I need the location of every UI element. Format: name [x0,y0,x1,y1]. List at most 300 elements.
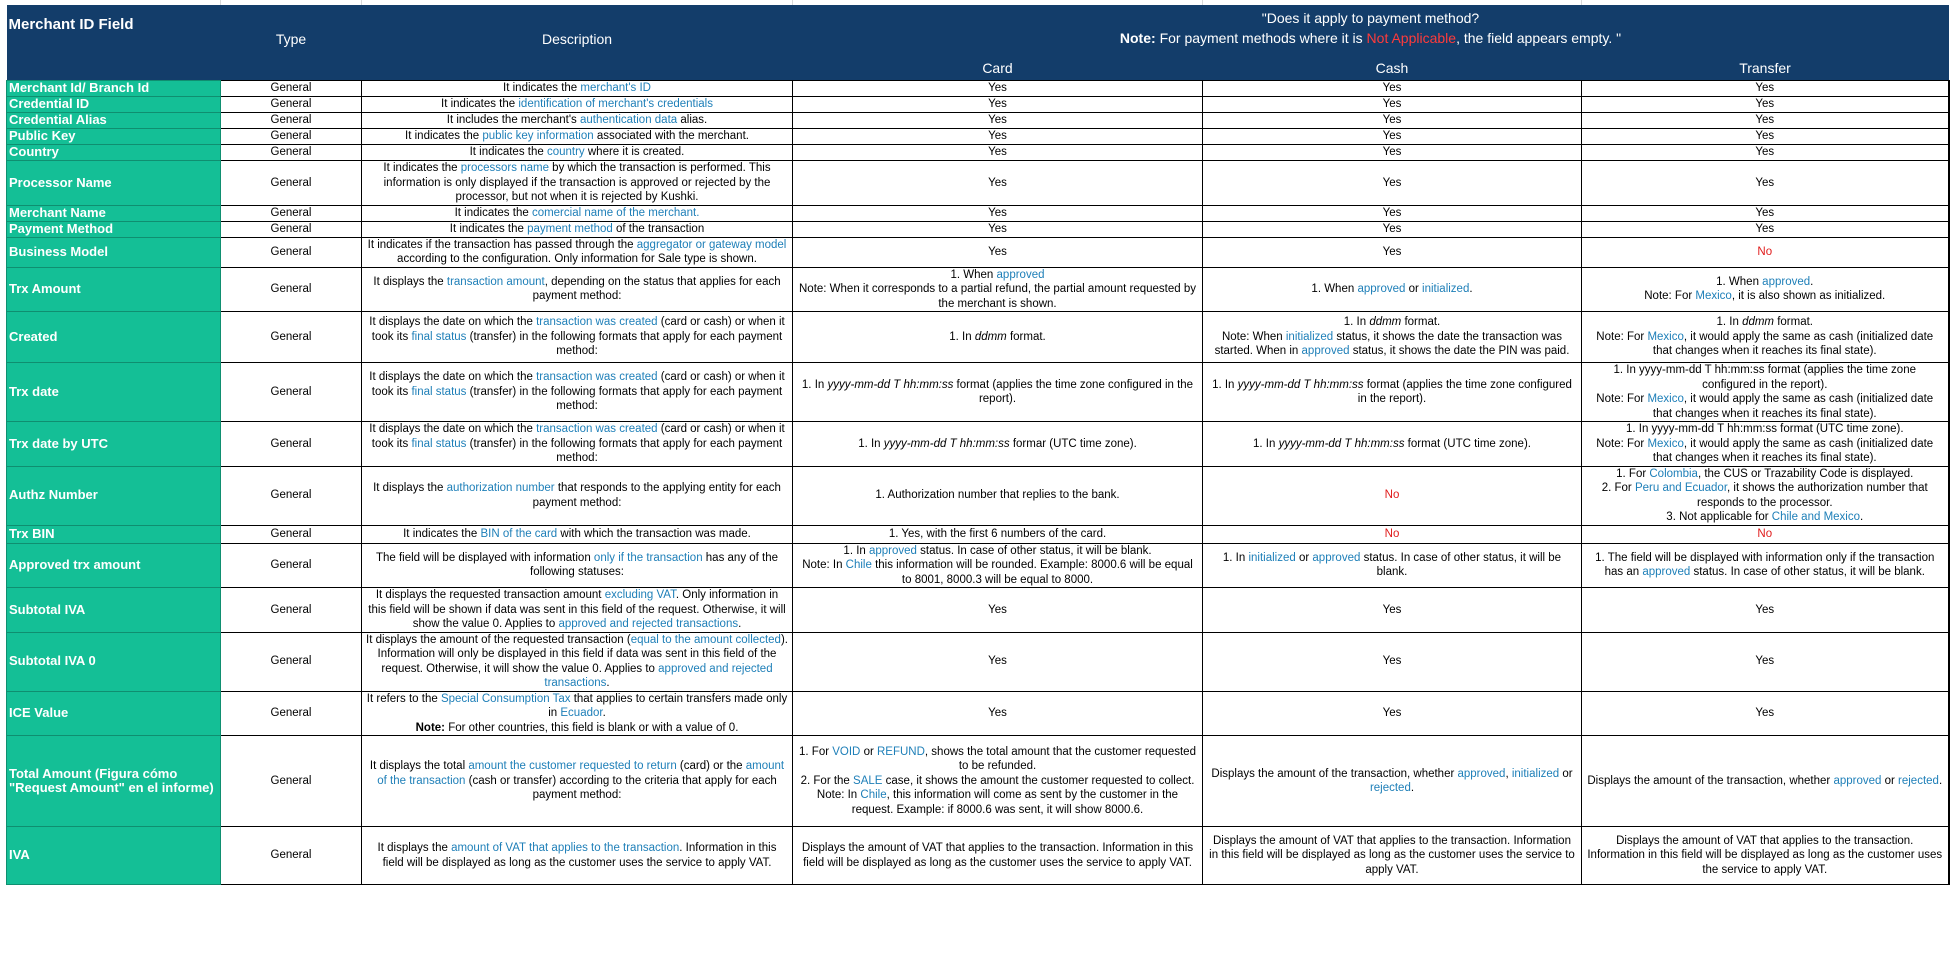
description-cell[interactable] [362,161,793,206]
transfer-cell[interactable] [1582,632,1949,691]
type-cell[interactable]: General [221,312,362,363]
card-cell[interactable] [793,691,1203,736]
text-run: SALE [853,774,883,787]
text-run: No [1757,527,1773,540]
text-run: (cash or transfer) according to the criteria that apply for each payment method: [465,774,777,802]
text-run: approved [1457,767,1506,780]
transfer-cell[interactable] [1582,827,1949,885]
text-run: . Only information in this field will be shown if data was sent in this field of the request. Otherwise, it will show the value 0. Applies to [368,589,786,630]
text-run: It indicates the [405,130,483,143]
table-row [7,827,1949,885]
text-run: status, it shows the date the PIN was paid. [1349,345,1570,358]
field-name-cell[interactable]: Payment Method [7,221,221,237]
type-cell[interactable]: General [221,237,362,267]
text-run: Yes [1382,130,1402,143]
text-run: approved [869,544,917,557]
text-run: transaction was created [536,316,658,329]
description-cell[interactable] [362,466,793,525]
description-cell[interactable] [362,827,793,885]
transfer-cell[interactable] [1582,466,1949,525]
text-run: It indicates the [454,206,532,219]
card-cell[interactable] [793,736,1203,827]
description-cell[interactable] [362,81,793,97]
description-cell[interactable] [362,363,793,422]
transfer-cell[interactable] [1582,205,1949,221]
text-run: or [1405,283,1423,295]
card-cell[interactable] [793,113,1203,129]
text-run: . [1410,782,1415,794]
card-cell[interactable] [793,221,1203,237]
description-cell[interactable] [362,205,793,221]
text-run: It displays the requested transaction amount [375,589,605,601]
text-run: rejected [1369,782,1411,794]
text-run: Yes [988,245,1007,258]
description-cell[interactable] [362,145,793,161]
text-run: 1. In yyyy-mm-dd T hh:mm:ss format (applies the time zone configured in the report). [1613,364,1916,391]
cash-cell[interactable] [1203,161,1582,206]
type-cell[interactable]: General [221,221,362,237]
text-run: Displays the amount of VAT that applies to the transaction. Information in this field will be displayed as long as the customer uses the service to apply VAT. [1209,834,1575,876]
type-cell[interactable]: General [221,205,362,221]
text-run: Yes [1382,222,1402,235]
text-run: equal to the amount collected [630,633,781,646]
transfer-cell[interactable] [1582,145,1949,161]
field-name-cell[interactable]: Merchant Id/ Branch Id [7,81,221,97]
text-run: Note: For [1596,330,1648,343]
text-run: yyyy-mm-dd T hh:mm:ss [883,437,1010,450]
text-run: Note: When it corresponds to a partial refund, the partial amount requested by the merchant is shown. [799,283,1196,310]
card-cell[interactable] [793,267,1203,312]
text-run: status, it shows the date the transaction was started. When in [1214,330,1563,358]
text-run: this information will be rounded. Example: 8000.6 will be equal to 8001, 8000.3 will be equal to 8000. [871,559,1193,586]
text-run: status. In case of other status, it will be blank. [1360,551,1562,579]
table-row [7,632,1949,691]
text-run: initialized [1285,330,1334,343]
field-name-cell[interactable]: IVA [7,827,221,885]
type-cell[interactable]: General [221,145,362,161]
header-cash[interactable]: Cash [1203,61,1582,81]
transfer-cell[interactable] [1582,588,1949,633]
description-cell[interactable] [362,221,793,237]
text-run: final status [411,385,467,398]
field-name-cell[interactable]: Credential Alias [7,113,221,129]
text-run: merchant's ID [580,82,651,95]
text-run: It refers to the [366,692,441,705]
text-run: Yes [988,707,1007,719]
transfer-cell[interactable] [1582,736,1949,827]
description-cell[interactable] [362,267,793,312]
header-card[interactable]: Card [793,61,1203,81]
field-name-cell[interactable]: Subtotal IVA 0 [7,632,221,691]
card-cell[interactable] [793,588,1203,633]
text-run: 1. In [843,544,869,557]
text-run: Displays the amount of the transaction, whether [1587,774,1834,787]
type-cell[interactable]: General [221,363,362,422]
cash-cell[interactable] [1203,466,1582,525]
cash-cell[interactable] [1203,221,1582,237]
table-row [7,736,1949,827]
text-run: with which the transaction was made. [557,527,751,540]
transfer-cell[interactable] [1582,267,1949,312]
text-run: associated with the merchant. [593,130,749,143]
text-run: It indicates the [441,98,519,111]
text-run: by which the transaction is performed. This information is only displayed if the transaction is approved or rejected by the processor, but not when it is rejected by Kushki. [383,162,771,203]
text-run: aggregator or gateway model [636,238,787,251]
table-row [7,81,1949,97]
text-run: that applies to certain transfers made only in [548,692,788,719]
text-run: Colombia [1649,467,1698,480]
cash-cell[interactable] [1203,632,1582,691]
text-run: , it would apply the same as cash (initialized date that changes when it reaches its final state). [1652,330,1934,358]
text-run: . [606,677,610,689]
text-run: status. In case of other status, it will be blank. [916,544,1152,557]
text-run: It indicates the [469,146,547,159]
table-row [7,363,1949,422]
text-run: Yes [988,82,1007,95]
field-name-cell[interactable]: Credential ID [7,97,221,113]
text-run: 2. For the [800,774,854,787]
card-cell[interactable] [793,827,1203,885]
text-run: Chile and Mexico [1771,511,1860,523]
text-run: Yes [1382,114,1402,127]
text-run: Yes [1755,98,1775,111]
transfer-cell[interactable] [1582,312,1949,363]
text-run: or [860,745,877,758]
text-run: , it is also shown as initialized. [1731,290,1886,303]
description-cell[interactable] [362,237,793,267]
text-run: Yes [1382,206,1402,219]
text-run: Mexico [1647,330,1684,343]
field-name-cell[interactable]: Processor Name [7,161,221,206]
description-cell[interactable] [362,736,793,827]
table-row [7,205,1949,221]
text-run: 1. In yyyy-mm-dd T hh:mm:ss format (UTC time zone). [1625,423,1904,435]
text-run: where it is created. [584,146,685,159]
text-run: or [1881,774,1899,787]
field-name-cell[interactable]: Authz Number [7,466,221,525]
text-run: 1. When [950,268,997,281]
text-run: 1. For [1616,467,1650,480]
field-name-cell[interactable]: Public Key [7,129,221,145]
text-run: It indicates the [449,222,528,235]
table-row [7,588,1949,633]
text-run: Yes [988,98,1007,111]
header-applies-to-payment-method[interactable] [793,5,1949,61]
text-run: Note: For [1596,393,1648,405]
text-run: approved [996,268,1045,281]
transfer-cell[interactable] [1582,113,1949,129]
transfer-cell[interactable] [1582,525,1949,543]
transfer-cell[interactable] [1582,97,1949,113]
header-description[interactable]: Description [362,5,793,81]
text-run: yyyy-mm-dd T hh:mm:ss [1237,378,1364,391]
text-run: Yes [1382,98,1402,111]
text-run: that responds to the applying entity for each payment method: [532,482,781,509]
description-cell[interactable] [362,632,793,691]
description-cell[interactable] [362,312,793,363]
header-transfer[interactable]: Transfer [1582,61,1949,81]
card-cell[interactable] [793,161,1203,206]
type-cell[interactable]: General [221,466,362,525]
text-run: Note: For [1596,437,1648,450]
type-cell[interactable]: General [221,588,362,633]
description-cell[interactable] [362,97,793,113]
text-run: 1. In [1222,551,1249,564]
text-run: 1. When [1716,275,1763,288]
text-run: initialized [1248,551,1296,564]
table-row [7,312,1949,363]
text-run: approved [1642,566,1691,579]
text-run: Yes [1755,707,1775,719]
type-cell[interactable]: General [221,691,362,736]
text-run: Yes [1382,707,1402,719]
text-run: Note: [415,721,445,734]
text-run: . [1860,511,1864,523]
text-run: processors name [460,162,549,174]
cash-cell[interactable] [1203,422,1582,467]
text-run: approved [1762,275,1811,288]
text-run: initialized [1422,283,1470,295]
card-cell[interactable] [793,363,1203,422]
cash-cell[interactable] [1203,827,1582,885]
text-run: VOID [832,745,861,758]
table-row [7,525,1949,543]
text-run: approved and rejected transactions [558,618,739,630]
transfer-cell[interactable] [1582,81,1949,97]
cash-cell[interactable] [1203,525,1582,543]
type-cell[interactable]: General [221,827,362,885]
description-cell[interactable] [362,113,793,129]
field-name-cell[interactable]: Approved trx amount [7,543,221,588]
card-cell[interactable] [793,543,1203,588]
card-cell[interactable] [793,632,1203,691]
text-run: 1. In [949,330,975,343]
text-run: Yes [1755,82,1775,95]
transfer-cell[interactable] [1582,422,1949,467]
text-run: has any of the following statuses: [530,551,779,579]
transfer-cell[interactable] [1582,691,1949,736]
card-cell[interactable] [793,422,1203,467]
card-cell[interactable] [793,525,1203,543]
text-run: Note: For [1644,290,1696,303]
text-run: Yes [988,655,1007,668]
header-type[interactable]: Type [221,5,362,81]
text-run: 1. Authorization number that replies to the bank. [875,489,1120,502]
cash-cell[interactable] [1203,145,1582,161]
type-cell[interactable]: General [221,543,362,588]
text-run: Yes [1755,114,1775,127]
table-row [7,97,1949,113]
description-cell[interactable] [362,422,793,467]
table-body [7,81,1949,885]
field-name-cell[interactable]: Created [7,312,221,363]
text-run: 1. In [1343,316,1370,329]
text-run: format (applies the time zone configured in the report). [953,378,1194,405]
text-run: It displays the [377,842,452,854]
text-run: comercial name of the merchant. [531,206,700,219]
text-run: It indicates if the transaction has passed through the [367,238,637,251]
text-run: . Information in this field will be displayed as long as the customer uses the service to apply VAT. [382,842,777,869]
cash-cell[interactable] [1203,363,1582,422]
card-cell[interactable] [793,81,1203,97]
field-name-cell[interactable]: Trx BIN [7,525,221,543]
text-run: Special Consumption Tax [440,692,571,705]
text-run: 1. In [1212,378,1238,391]
text-run: Yes [1755,222,1775,235]
type-cell[interactable]: General [221,267,362,312]
card-cell[interactable] [793,312,1203,363]
description-cell[interactable] [362,543,793,588]
description-cell[interactable] [362,525,793,543]
text-run: , [1505,767,1512,780]
text-run: alias. [677,114,708,127]
field-name-cell[interactable]: Trx date [7,363,221,422]
text-run: approved and rejected transactions [544,662,773,689]
text-run: . [1938,774,1943,787]
text-run: It indicates the [503,82,581,95]
description-cell[interactable] [362,691,793,736]
card-cell[interactable] [793,129,1203,145]
text-run: REFUND [877,745,925,758]
text-run: or [1559,767,1573,780]
text-run: format (UTC time zone). [1404,437,1531,450]
text-run: Note: When [1221,330,1286,343]
field-name-cell[interactable]: ICE Value [7,691,221,736]
field-name-cell[interactable]: Trx Amount [7,267,221,312]
text-run: 1. In [801,378,828,391]
text-run: (transfer) in the following formats that apply for each payment method: [466,330,783,358]
text-run: . [1810,275,1814,288]
field-name-cell[interactable]: Subtotal IVA [7,588,221,633]
text-run: format (applies the time zone configured in the report). [1357,378,1572,405]
type-cell[interactable]: General [221,113,362,129]
text-run: amount of VAT that applies to the transaction [451,842,680,854]
text-run: Yes [988,222,1007,235]
text-run: ddmm [1742,316,1775,329]
type-cell[interactable]: General [221,525,362,543]
text-run: . [602,707,606,719]
text-run: (card or cash) or when it took its [371,316,785,343]
text-run: ddmm [974,330,1007,343]
text-run: Yes [1382,245,1402,258]
text-run: No [1384,527,1400,540]
text-run: 2. For [1601,482,1635,494]
merchant-field-table [6,5,1950,885]
text-run: It indicates the [383,162,461,174]
transfer-cell[interactable] [1582,363,1949,422]
text-run: Displays the amount of VAT that applies to the transaction. Information in this field will be displayed as long as the customer uses the service to apply VAT. [1587,834,1943,876]
cash-cell[interactable] [1203,205,1582,221]
cash-cell[interactable] [1203,97,1582,113]
table-row [7,422,1949,467]
description-cell[interactable] [362,129,793,145]
table-row [7,237,1949,267]
table-row [7,691,1949,736]
text-run: identification of merchant's credentials [518,98,713,111]
text-run: Yes [988,114,1007,127]
text-run: Chile [860,789,887,802]
transfer-cell[interactable] [1582,237,1949,267]
card-cell[interactable] [793,237,1203,267]
type-cell[interactable]: General [221,81,362,97]
field-name-cell[interactable]: Business Model [7,237,221,267]
text-run: Yes [988,206,1007,219]
text-run: Peru and Ecuador [1634,482,1728,494]
text-run: . [738,618,742,630]
cash-cell[interactable] [1203,81,1582,97]
type-cell[interactable]: General [221,422,362,467]
header-merchant-id-field[interactable]: Merchant ID Field [7,5,221,81]
text-run: (card or cash) or when it took its [371,371,785,398]
text-run: , it shows the authorization number that responds to the processor. [1696,482,1928,509]
card-cell[interactable] [793,466,1203,525]
cash-cell[interactable] [1203,113,1582,129]
transfer-cell[interactable] [1582,221,1949,237]
cash-cell[interactable] [1203,129,1582,145]
text-run: initialized [1511,767,1560,780]
text-run: Displays the amount of the transaction, whether [1211,767,1458,780]
cash-cell[interactable] [1203,736,1582,827]
text-run: format. [1774,316,1813,329]
text-run: It displays the date on which the [369,423,537,435]
table-row [7,466,1949,525]
text-run: 1. In [858,437,884,450]
cash-cell[interactable] [1203,691,1582,736]
text-run: Yes [988,130,1007,143]
field-name-cell[interactable]: Total Amount (Figura cómo "Request Amount" en el informe) [7,736,221,827]
description-cell[interactable] [362,588,793,633]
text-run: Yes [1755,130,1775,143]
transfer-cell[interactable] [1582,161,1949,206]
cash-cell[interactable] [1203,267,1582,312]
cash-cell[interactable] [1203,543,1582,588]
cash-cell[interactable] [1203,588,1582,633]
cash-cell[interactable] [1203,312,1582,363]
applies-question: "Does it apply to payment method? [1261,10,1480,26]
text-run: , shows the total amount that the customer requested to be refunded. [924,745,1196,773]
type-cell[interactable]: General [221,736,362,827]
card-cell[interactable] [793,97,1203,113]
field-name-cell[interactable]: Trx date by UTC [7,422,221,467]
text-run: It includes the merchant's [446,114,580,127]
text-run: payment method [527,222,613,235]
cash-cell[interactable] [1203,237,1582,267]
text-run: public key information [482,130,594,143]
type-cell[interactable]: General [221,97,362,113]
text-run: , depending on the status that applies for each payment method: [532,275,781,303]
text-run: (card) or the [676,760,746,773]
type-cell[interactable]: General [221,632,362,691]
type-cell[interactable]: General [221,129,362,145]
card-cell[interactable] [793,145,1203,161]
text-run: , this information will come as sent by the customer in the request. Example: if 8000.6 was sent, it will show 8000.6. [851,789,1179,816]
text-run: country [546,146,585,159]
transfer-cell[interactable] [1582,543,1949,588]
field-name-cell[interactable]: Country [7,145,221,161]
text-run: status. In case of other status, it will be blank. [1690,566,1925,579]
text-run: Ecuador [560,707,603,719]
text-run: ). Information will only be displayed in this field if data was sent in this field of the request. Otherwise, it will show the value 0. Applies to [377,633,788,675]
text-run: It displays the [373,275,447,288]
text-run: It displays the total [369,760,469,773]
field-name-cell[interactable]: Merchant Name [7,205,221,221]
transfer-cell[interactable] [1582,129,1949,145]
table-row [7,221,1949,237]
text-run: No [1384,489,1400,502]
text-run: Note: In [816,789,861,802]
type-cell[interactable]: General [221,161,362,206]
card-cell[interactable] [793,205,1203,221]
